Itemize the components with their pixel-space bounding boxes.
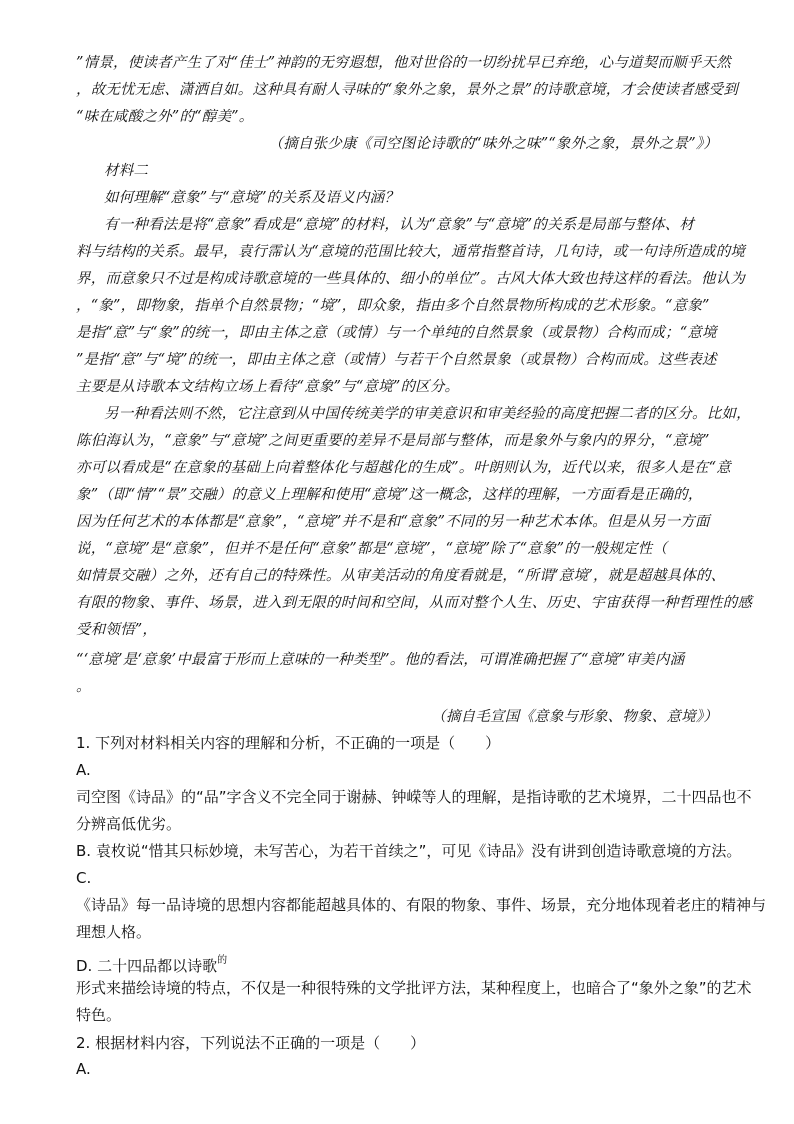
paragraph-line: “‘意境’是‘意象’中最富于形而上意味的一种类型”。他的看法，可谓准确把握了“意境”审美内涵 [76,652,685,668]
material-two-heading: 材料二 [104,163,149,179]
paragraph-line: 有限的物象、事件、场景，进入到无限的时间和空间，从而对整个人生、历史、宇宙获得一种哲理性的感 [76,595,753,611]
option-a-text-cont: 分辨高低优劣。 [76,815,182,833]
option-d-label-line [76,947,227,975]
option-c-text-cont: 理想人格。 [76,923,152,941]
option-d-text: 形式来描绘诗境的特点，不仅是一种很特殊的文学批评方法，某种程度上，也暗合了“象外之象”的艺术 [76,979,752,997]
paragraph-line: 是指“意”与“象”的统一，即由主体之意（或情）与一个单纯的自然景象（或景物）合构而成；“意境 [76,325,717,341]
option-d-text-start: D. 二十四品都以诗歌 [76,957,218,975]
paragraph-line: 主要是从诗歌本文结构立场上看待“意象”与“意境”的区分。 [76,379,460,395]
paragraph-line: 受和领悟”， [76,622,158,638]
question-2-option-a-label: A. [76,1060,91,1078]
paragraph-line: 。 [76,679,91,695]
material-one-line-1: ”情景，使读者产生了对“佳士”神韵的无穷遐想，他对世俗的一切纷扰早已弃绝，心与道契而顺乎天然 [76,55,731,71]
paragraph-line: 有一种看法是将“意象”看成是“意境”的材料，认为“意象”与“意境”的关系是局部与整体、材 [104,217,695,233]
option-c-text: 《诗品》每一品诗境的思想内容都能超越具体的、有限的物象、事件、场景，充分地体现着老庄的精神与 [76,896,767,914]
question-1-stem: 1. 下列对材料相关内容的理解和分析，不正确的一项是（ ） [76,734,501,752]
question-2-stem: 2. 根据材料内容，下列说法不正确的一项是（ ） [76,1034,426,1052]
option-c-label: C. [76,869,92,887]
material-two-question: 如何理解“意象”与“意境”的关系及语义内涵？ [104,190,400,206]
paragraph-line: ”是指“意”与“境”的统一，即由主体之意（或情）与若干个自然景象（或景物）合构而成。这些表述 [76,352,717,368]
paragraph-line: 亦可以看成是“在意象的基础上向着整体化与超越化的生成”。叶朗则认为，近代以来，很多人是在“意 [76,460,731,476]
paragraph-line: 说，“意境”是“意象”，但并不是任何“意象”都是“意境”，“意境”除了“意象”的一般规定性（ [76,541,668,557]
paragraph-line: 另一种看法则不然，它注意到从中国传统美学的审美意识和审美经验的高度把握二者的区分。比如， [104,406,751,422]
material-one-line-2: ，故无忧无虑、潇洒自如。这种具有耐人寻味的“象外之象，景外之景”的诗歌意境，才会使读者感受到 [76,82,739,98]
option-a-label: A. [76,761,91,779]
paragraph-line: 因为任何艺术的本体都是“意象”，“意境”并不是和“意象”不同的另一种艺术本体。但是从另一方面 [76,514,710,530]
paragraph-line: 料与结构的关系。最早，袁行霈认为“意境的范围比较大，通常指整首诗，几句诗，或一句诗所造成的境 [76,244,746,260]
option-a-text: 司空图《诗品》的“品”字含义不完全同于谢赫、钟嵘等人的理解，是指诗歌的艺术境界，二十四品也不 [76,788,752,806]
paragraph-line: 如情景交融）之外，还有自己的特殊性。从审美活动的角度看就是，“所谓‘意境’，就是超越具体的、 [76,568,726,584]
source-citation-one: （摘自张少康《司空图论诗歌的“味外之味”“象外之象，景外之景”》） [268,136,718,152]
paragraph-line: 陈伯海认为，“意象”与“意境”之间更重要的差异不是局部与整体，而是象外与象内的界分，“意境” [76,433,710,449]
material-one-line-3: “味在咸酸之外”的“醇美”。 [76,109,254,125]
paragraph-line: 界，而意象只不过是构成诗歌意境的一些具体的、细小的单位”。古风大体大致也持这样的看法。他认为 [76,271,746,287]
option-d-text-cont: 特色。 [76,1006,122,1024]
option-d-superscript: 的 [217,955,228,966]
paragraph-line: 象”（即“情”“景”交融）的意义上理解和使用“意境”这一概念，这样的理解，一方面看是正确的， [76,487,703,503]
option-b-text: B. 袁枚说“惜其只标妙境，未写苦心，为若干首续之”，可见《诗品》没有讲到创造诗歌意境的方法。 [76,842,742,860]
paragraph-line: ，“象”，即物象，指单个自然景物；“境”，即众象，指由多个自然景物所构成的艺术形象。“意象” [76,298,710,314]
source-citation-two: （摘自毛宣国《意象与形象、物象、意境》） [431,709,718,725]
